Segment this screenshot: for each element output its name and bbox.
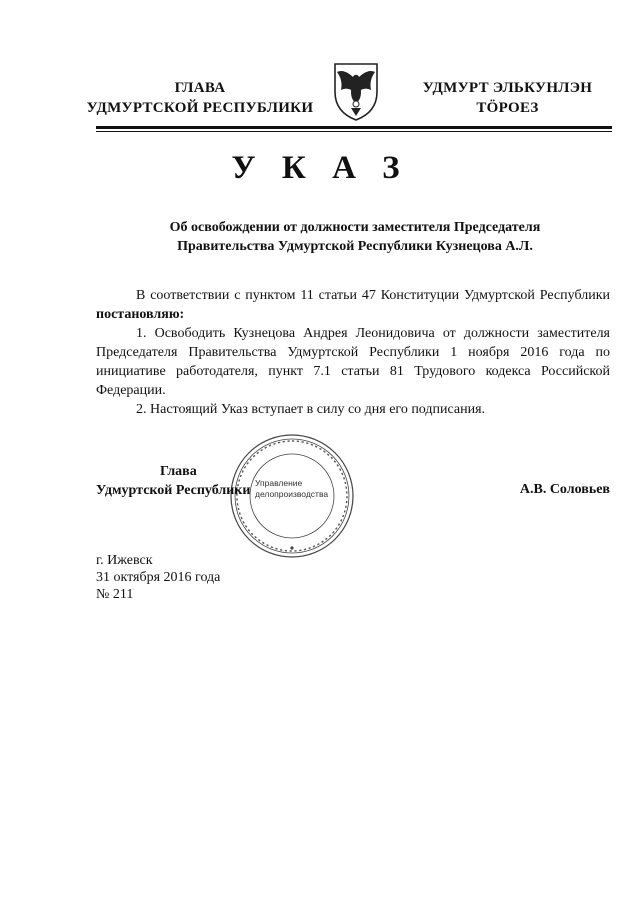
stamp-center-line1: Управление (255, 478, 303, 488)
decree-item-2: 2. Настоящий Указ вступает в силу со дня его подписания. (136, 402, 486, 417)
decree-word: постановляю: (96, 307, 185, 322)
decree-item-1: 1. Освободить Кузнецова Андрея Леонидовича от должности заместителя Председателя Правительства Удмуртской Республики 1 ноября 2016 года по инициативе работодателя, пункт 7.1 статьи 81 Трудового кодекса Российской Федерации. (96, 326, 610, 398)
header-left (80, 78, 320, 118)
preamble-text: В соответствии с пунктом 11 статьи 47 Конституции Удмуртской Республики (136, 288, 610, 303)
header-left-line2: УДМУРТСКОЙ РЕСПУБЛИКИ (86, 100, 314, 116)
document-footer (96, 552, 296, 603)
header-divider-thin (96, 131, 612, 132)
subject-line1: Об освобождении от должности заместителя Председателя (169, 220, 541, 235)
signatory-position-line1: Глава (160, 464, 197, 479)
header-right-line2: ТӦРОЕЗ (476, 100, 539, 116)
header-left-line1: ГЛАВА (174, 80, 226, 96)
header-right (405, 78, 610, 118)
date-of-signing: 31 октября 2016 года (96, 570, 221, 585)
preamble-paragraph (96, 286, 610, 324)
document-title: У К А З (231, 150, 409, 186)
coat-of-arms-icon (327, 58, 385, 124)
document-subject (120, 218, 590, 256)
signatory-position-line2: Удмуртской Республики (96, 483, 251, 498)
header-divider-thick (96, 126, 612, 129)
signatory-position (96, 462, 271, 500)
signatory-name: А.В. Соловьев (519, 482, 610, 497)
place-of-signing: г. Ижевск (96, 553, 153, 568)
subject-line2: Правительства Удмуртской Республики Кузнецова А.Л. (177, 239, 533, 254)
stamp-center-line2: делопроизводства (255, 489, 329, 499)
document-body (96, 286, 610, 419)
document-number: № 211 (96, 587, 134, 602)
header-right-line1: УДМУРТ ЭЛЬКУНЛЭН (422, 80, 593, 96)
